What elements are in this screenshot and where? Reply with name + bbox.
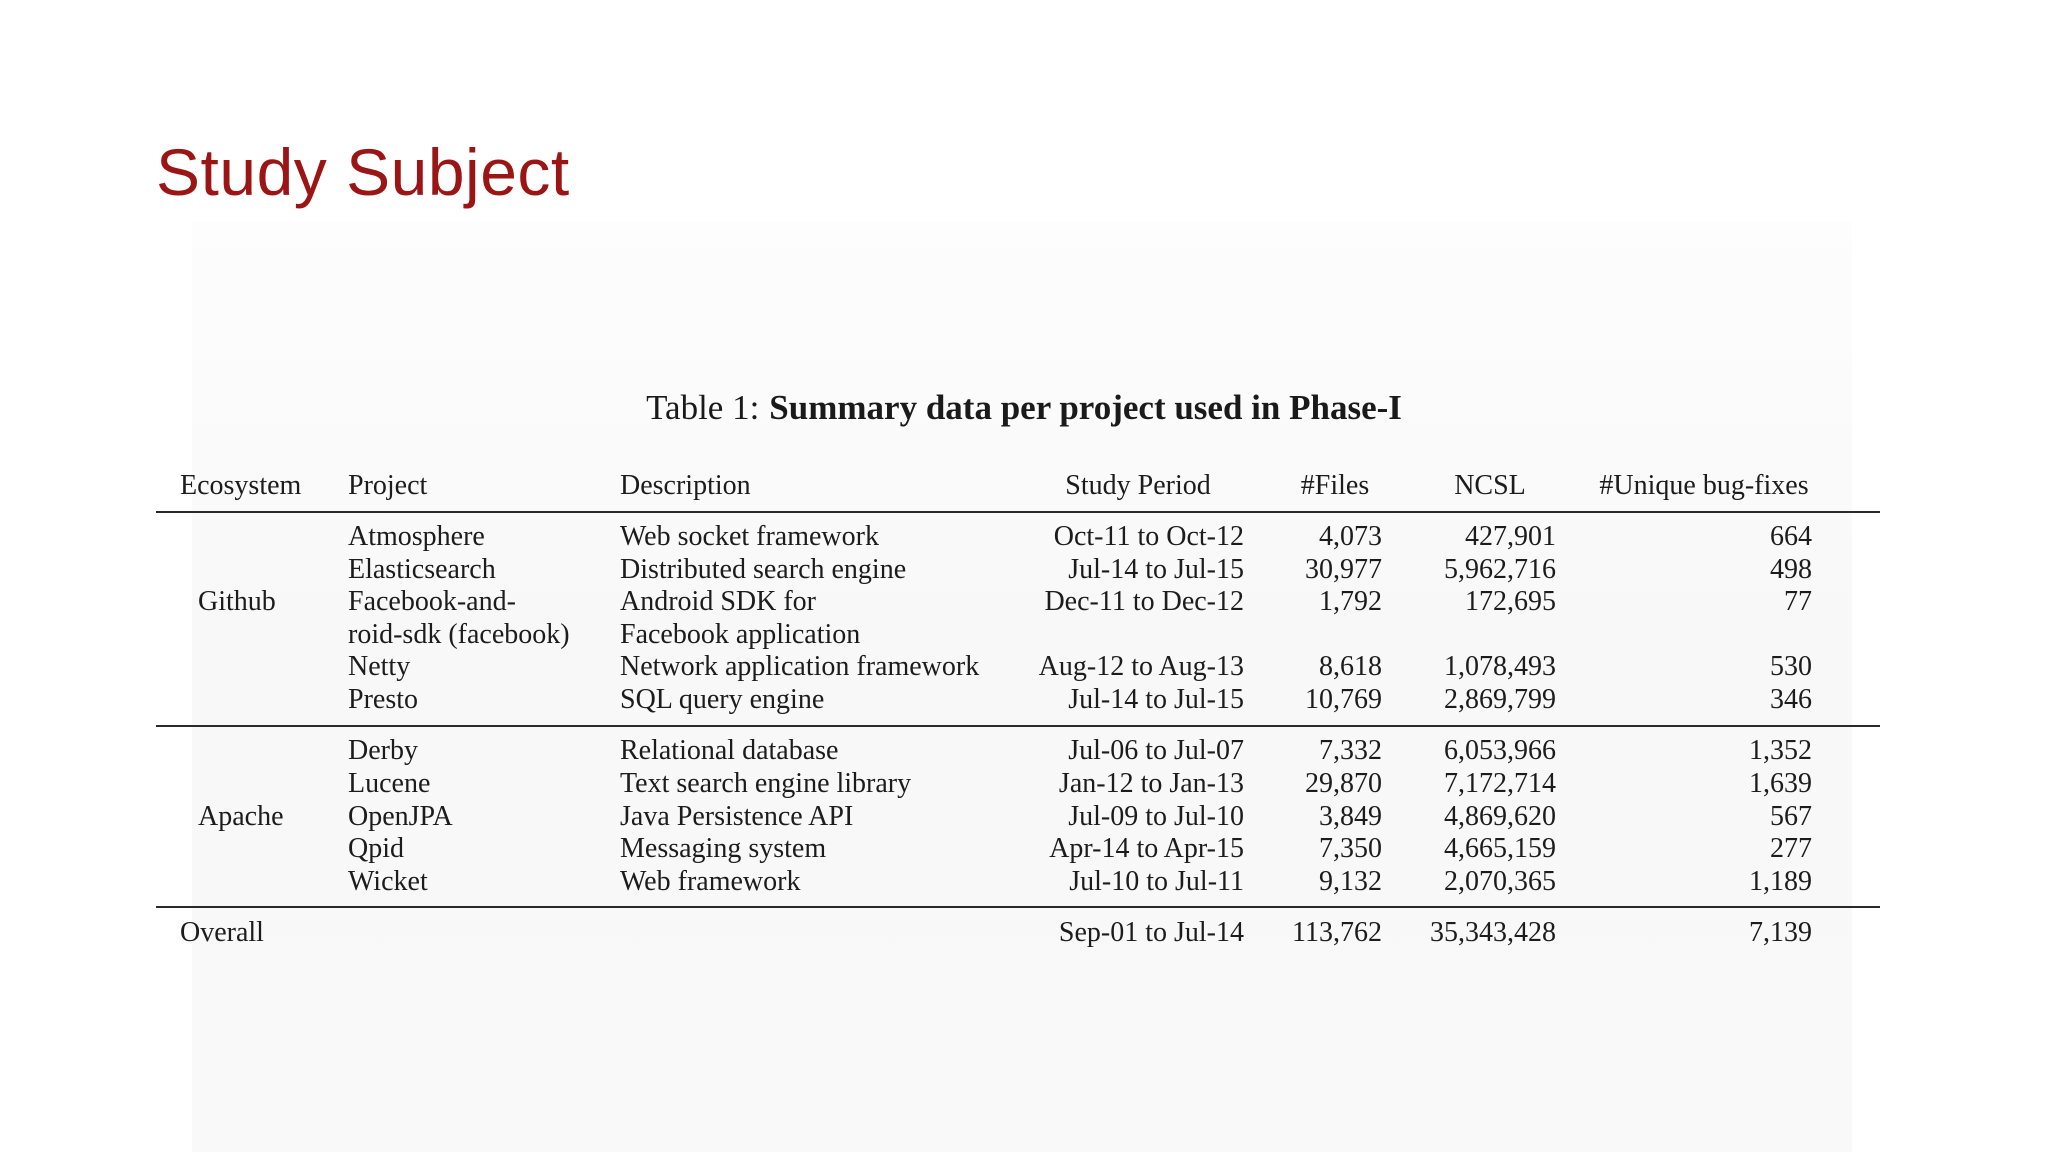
cell-bug-fixes: 567 — [1770, 801, 1812, 832]
cell-bug-fixes: 664 — [1770, 521, 1812, 552]
cell-ncsl: 4,869,620 — [1444, 801, 1556, 832]
cell-bug-fixes: 530 — [1770, 651, 1812, 682]
cell-project: Derby — [348, 735, 418, 766]
cell-description: SQL query engine — [620, 684, 825, 715]
cell-project: Netty — [348, 651, 411, 682]
header-study-period: Study Period — [1065, 470, 1211, 501]
header-bug-fixes: #Unique bug-fixes — [1599, 470, 1809, 501]
rule-apache-group — [156, 906, 1880, 908]
cell-period: Oct-11 to Oct-12 — [1053, 521, 1244, 552]
cell-project: Lucene — [348, 768, 431, 799]
cell-bug-fixes: 346 — [1770, 684, 1812, 715]
cell-bug-fixes: 1,639 — [1749, 768, 1812, 799]
cell-project: Wicket — [348, 866, 428, 897]
cell-ncsl: 2,070,365 — [1444, 866, 1556, 897]
cell-ncsl: 427,901 — [1465, 521, 1556, 552]
caption-prefix: Table 1: — [646, 388, 760, 427]
cell-period: Jul-06 to Jul-07 — [1068, 735, 1244, 766]
cell-ncsl: 35,343,428 — [1430, 917, 1556, 948]
cell-ncsl: 7,172,714 — [1444, 768, 1556, 799]
cell-ncsl: 2,869,799 — [1444, 684, 1556, 715]
cell-description: Java Persistence API — [620, 801, 854, 832]
cell-project-continued: roid-sdk (facebook) — [348, 619, 570, 650]
cell-period: Aug-12 to Aug-13 — [1038, 651, 1244, 682]
cell-description-continued: Facebook application — [620, 619, 861, 650]
rule-github-group — [156, 725, 1880, 727]
cell-bug-fixes: 277 — [1770, 833, 1812, 864]
cell-period: Sep-01 to Jul-14 — [1058, 917, 1244, 948]
header-description: Description — [620, 470, 751, 501]
cell-files: 9,132 — [1319, 866, 1382, 897]
cell-files: 3,849 — [1319, 801, 1382, 832]
cell-project: Qpid — [348, 833, 404, 864]
cell-period: Apr-14 to Apr-15 — [1049, 833, 1244, 864]
rule-header — [156, 511, 1880, 513]
cell-files: 10,769 — [1305, 684, 1382, 715]
cell-project: Presto — [348, 684, 418, 715]
cell-description: Relational database — [620, 735, 839, 766]
cell-period: Jan-12 to Jan-13 — [1058, 768, 1244, 799]
cell-bug-fixes: 1,352 — [1749, 735, 1812, 766]
cell-ncsl: 5,962,716 — [1444, 554, 1556, 585]
cell-files: 29,870 — [1305, 768, 1382, 799]
cell-bug-fixes: 498 — [1770, 554, 1812, 585]
slide-title: Study Subject — [156, 135, 570, 209]
table-caption — [0, 380, 2048, 436]
cell-description: Network application framework — [620, 651, 980, 682]
group-ecosystem-apache: Apache — [198, 801, 284, 832]
cell-project: Elasticsearch — [348, 554, 496, 585]
cell-files: 1,792 — [1319, 586, 1382, 617]
cell-bug-fixes: 1,189 — [1749, 866, 1812, 897]
header-ecosystem: Ecosystem — [180, 470, 302, 501]
cell-overall-label: Overall — [180, 917, 264, 948]
header-ncsl: NCSL — [1454, 470, 1526, 501]
cell-project: OpenJPA — [348, 801, 453, 832]
header-project: Project — [348, 470, 428, 501]
cell-period: Dec-11 to Dec-12 — [1044, 586, 1244, 617]
cell-files: 8,618 — [1319, 651, 1382, 682]
cell-description: Messaging system — [620, 833, 827, 864]
cell-ncsl: 6,053,966 — [1444, 735, 1556, 766]
cell-project: Atmosphere — [348, 521, 485, 552]
cell-bug-fixes: 77 — [1784, 586, 1812, 617]
cell-files: 113,762 — [1292, 917, 1382, 948]
cell-project: Facebook-and- — [348, 586, 516, 617]
cell-description: Web framework — [620, 866, 801, 897]
caption-title: Summary data per project used in Phase-I — [769, 388, 1402, 427]
cell-description: Distributed search engine — [620, 554, 907, 585]
cell-description: Text search engine library — [620, 768, 912, 799]
cell-period: Jul-10 to Jul-11 — [1069, 866, 1244, 897]
cell-files: 4,073 — [1319, 521, 1382, 552]
cell-description: Web socket framework — [620, 521, 879, 552]
cell-ncsl: 4,665,159 — [1444, 833, 1556, 864]
cell-period: Jul-09 to Jul-10 — [1068, 801, 1244, 832]
cell-files: 7,332 — [1319, 735, 1382, 766]
cell-files: 30,977 — [1305, 554, 1382, 585]
cell-period: Jul-14 to Jul-15 — [1068, 684, 1244, 715]
cell-bug-fixes: 7,139 — [1749, 917, 1812, 948]
cell-ncsl: 172,695 — [1465, 586, 1556, 617]
group-ecosystem-github: Github — [198, 586, 276, 617]
cell-ncsl: 1,078,493 — [1444, 651, 1556, 682]
header-files: #Files — [1300, 470, 1370, 501]
cell-files: 7,350 — [1319, 833, 1382, 864]
cell-period: Jul-14 to Jul-15 — [1068, 554, 1244, 585]
cell-description: Android SDK for — [620, 586, 816, 617]
